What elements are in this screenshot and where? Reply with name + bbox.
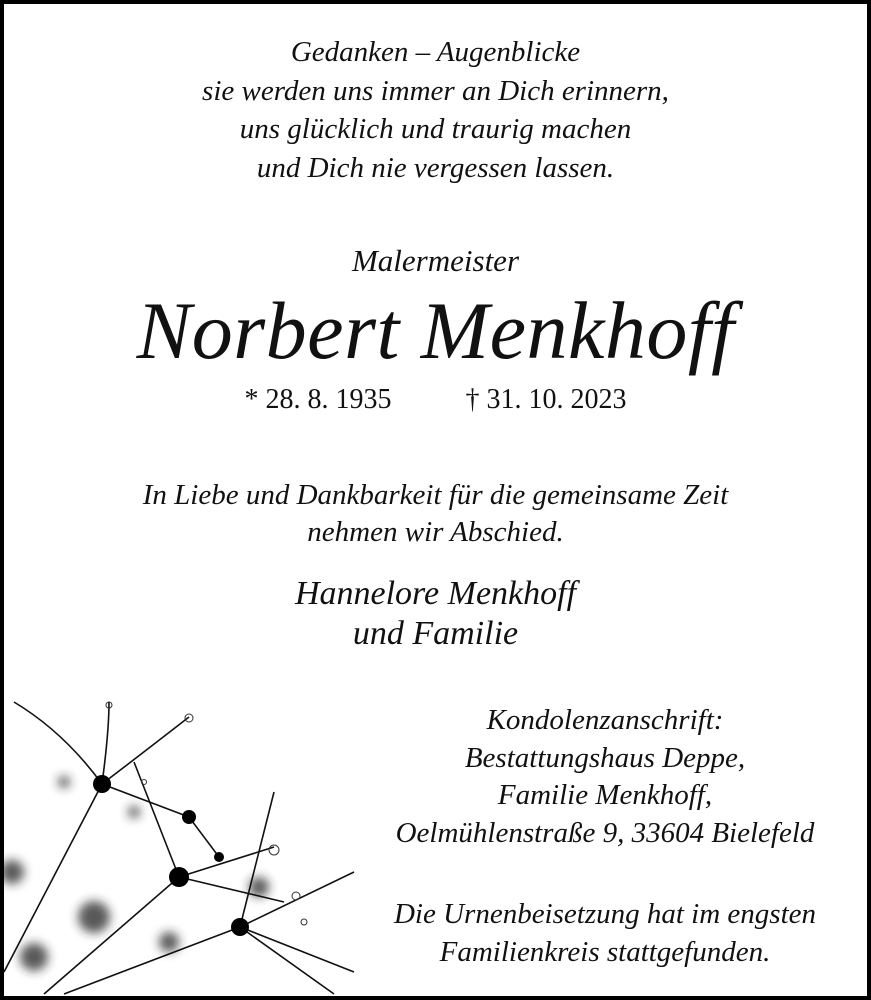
- birth-date: * 28. 8. 1935: [244, 384, 392, 415]
- address-line: Oelmühlenstraße 9, 33604 Bielefeld: [395, 816, 815, 849]
- farewell-text: [0, 477, 871, 551]
- poem-line: uns glücklich und traurig machen: [239, 113, 632, 145]
- deceased-name: Norbert Menkhoff: [136, 285, 735, 376]
- mourner-line: und Familie: [352, 615, 519, 652]
- life-dates: [0, 384, 871, 416]
- death-date: † 31. 10. 2023: [465, 384, 627, 415]
- poem-line: sie werden uns immer an Dich erinnern,: [202, 74, 669, 107]
- mourner-line: Hannelore Menkhoff: [294, 575, 577, 612]
- mourners: [0, 574, 871, 654]
- farewell-line: nehmen wir Abschied.: [307, 516, 564, 548]
- burial-line: Familienkreis stattgefunden.: [439, 935, 771, 968]
- address-line: Bestattungshaus Deppe,: [464, 741, 746, 774]
- burial-line: Die Urnenbeisetzung hat im engsten: [393, 898, 817, 930]
- condolence-address: [360, 702, 850, 852]
- farewell-line: In Liebe und Dankbarkeit für die gemeinsame Zeit: [142, 479, 729, 511]
- address-line: Kondolenzanschrift:: [486, 704, 724, 736]
- poem-line: Gedanken – Augenblicke: [290, 36, 581, 68]
- address-line: Familie Menkhoff,: [497, 779, 713, 811]
- dandelion-seeds-image: [4, 672, 364, 996]
- burial-note: [360, 896, 850, 971]
- poem-line: und Dich nie vergessen lassen.: [256, 151, 615, 184]
- profession: Malermeister: [351, 243, 520, 278]
- poem: [0, 33, 871, 187]
